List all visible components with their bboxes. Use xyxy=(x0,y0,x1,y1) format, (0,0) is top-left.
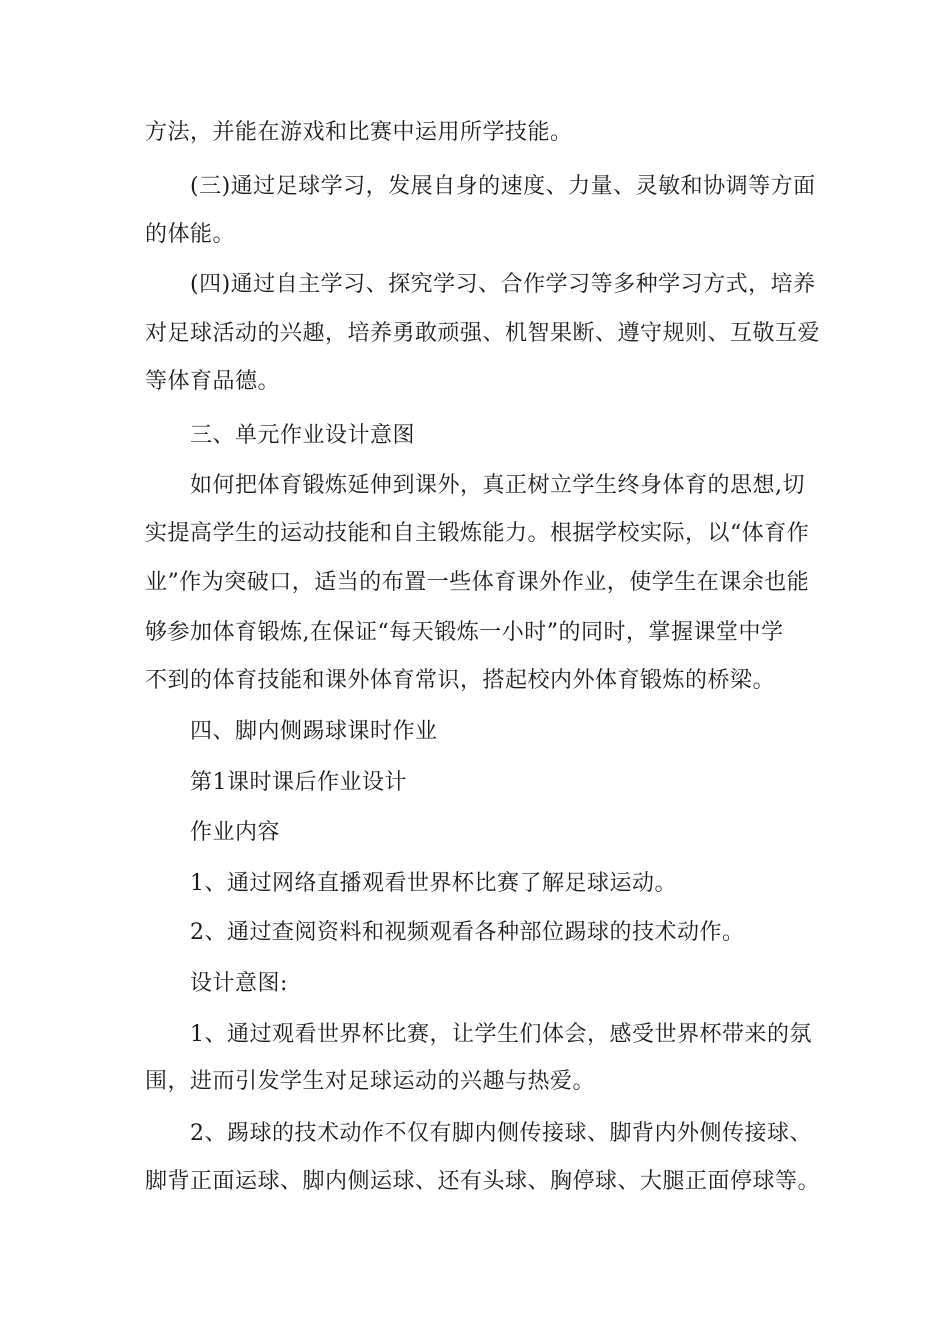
text-line: 等体育品德。 xyxy=(145,369,281,394)
section-heading: 四、脚内侧踢球课时作业 xyxy=(190,719,438,744)
text-line: 脚背正面运球、脚内侧运球、还有头球、胸停球、大腿正面停球等。 xyxy=(145,1169,821,1194)
subsection-label: 作业内容 xyxy=(190,820,281,845)
text-line: 够参加体育锻炼,在保证“每天锻炼一小时”的同时，掌握课堂中学 xyxy=(145,620,784,645)
text-line: (三)通过足球学习，发展自身的速度、力量、灵敏和协调等方面 xyxy=(190,174,816,199)
list-item: 2、踢球的技术动作不仅有脚内侧传接球、脚背内外侧传接球、 xyxy=(190,1121,812,1146)
text-line: 的体能。 xyxy=(145,222,236,247)
subsection-heading: 第1课时课后作业设计 xyxy=(190,770,407,795)
text-line: (四)通过自主学习、探究学习、合作学习等多种学习方式，培养 xyxy=(190,272,816,297)
section-heading: 三、单元作业设计意图 xyxy=(190,423,416,448)
text-line: 实提高学生的运动技能和自主锻炼能力。根据学校实际，以“体育作 xyxy=(145,521,810,546)
text-line: 如何把体育锻炼延伸到课外，真正树立学生终身体育的思想,切 xyxy=(190,473,805,498)
subsection-label: 设计意图: xyxy=(190,971,288,996)
text-line: 对足球活动的兴趣，培养勇敢顽强、机智果断、遵守规则、互敬互爱 xyxy=(145,321,821,346)
list-item: 2、通过查阅资料和视频观看各种部位踢球的技术动作。 xyxy=(190,920,745,945)
list-item: 1、通过观看世界杯比赛，让学生们体会，感受世界杯带来的氛 xyxy=(190,1022,812,1047)
text-line: 业”作为突破口，适当的布置一些体育课外作业，使学生在课余也能 xyxy=(145,570,810,595)
text-line: 围，进而引发学生对足球运动的兴趣与热爱。 xyxy=(145,1069,596,1094)
text-line: 不到的体育技能和课外体育常识，搭起校内外体育锻炼的桥梁。 xyxy=(145,668,776,693)
list-item: 1、通过网络直播观看世界杯比赛了解足球运动。 xyxy=(190,871,677,896)
text-line: 方法，并能在游戏和比赛中运用所学技能。 xyxy=(145,120,573,145)
